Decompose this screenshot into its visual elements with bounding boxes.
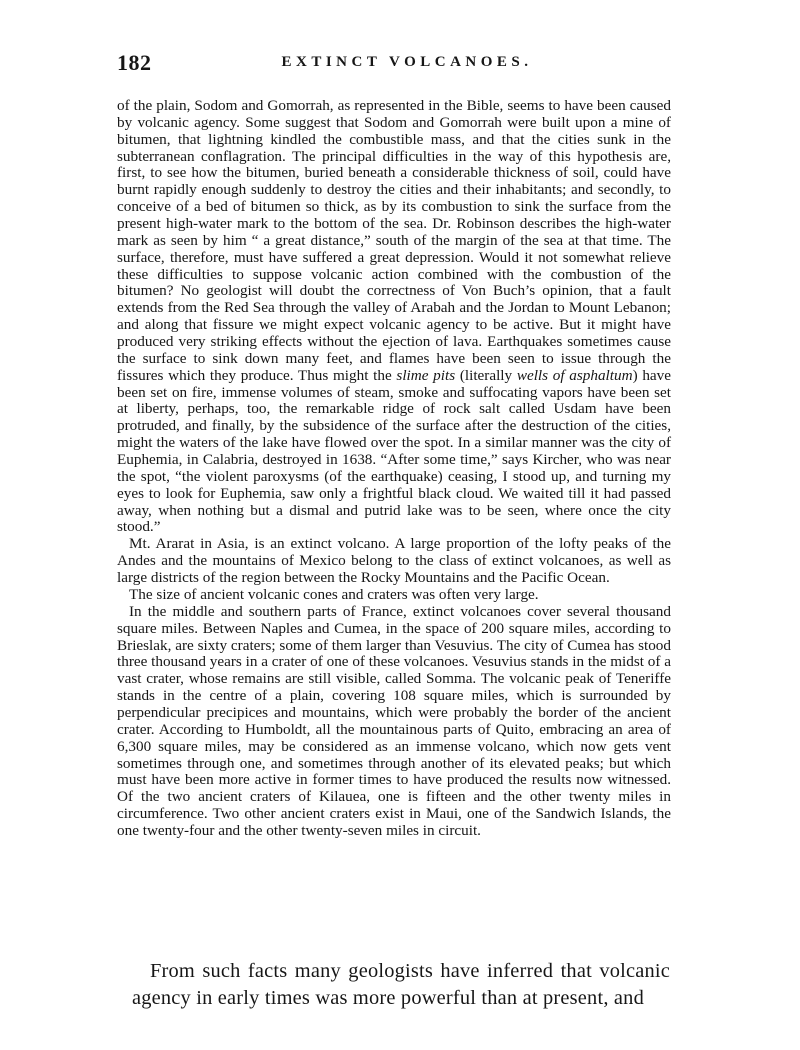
page-header [117,50,677,78]
text-run: (literally [459,366,513,384]
text-run: ) have been set on fire, immense volumes of steam, smoke and suffocating vapors have been set at liberty, perhaps, too, the remarkable ridge of rock salt called Usdam have been protruded, and finally, by the subsidence of the surface after the destruction of the cities, might the waters of the lake have flowed over the spot. In a similar manner was the city of Euphemia, in Calabria, destroyed in 1638. “After some time,” says Kircher, who was near the spot, “the violent paroxysms (of the earthquake) ceasing, I stood up, and turning my eyes to look for Euphemia, saw only a frightful black cloud. We waited till it had passed away, when nothing but a dismal and putrid lake was to be seen, where once the city stood.” [117,366,671,536]
running-head: EXTINCT VOLCANOES. [281,54,533,70]
paragraph [117,98,671,536]
paragraph: The size of ancient volcanic cones and craters was often very large. [129,585,539,603]
page-number: 182 [117,50,152,75]
body-text [117,98,671,840]
paragraph: From such facts many geologists have inferred that volcanic agency in early times was more powerful than at present, and [132,960,670,1009]
paragraph: Mt. Ararat in Asia, is an extinct volcano. A large proportion of the lofty peaks of the Andes and the mountains of Mexico belong to the class of extinct volcanoes, as well as large districts of the region between the Rocky Mountains and the Pacific Ocean. [117,535,671,587]
text-run: of the plain, Sodom and Gomorrah, as represented in the Bible, seems to have been caused by volcanic agency. Some suggest that Sodom and Gomorrah were built upon a mine of bitumen, that lightning kindled the combustible mass, and that the cities sunk in the subterranean conflagration. The principal difficulties in the way of this hypothesis are, first, to see how the bitumen, buried beneath a considerable thickness of soil, could have burnt rapidly enough suddenly to destroy the cities and their inhabitants; and secondly, to conceive of a bed of bitumen so thick, as by its combustion to sink the surface from the present high-water mark to the bottom of the sea. Dr. Robinson describes the high-water mark as seen by him “ a great distance,” south of the margin of the sea at that time. The surface, therefore, must have suffered a great depression. Would it not somewhat relieve these difficulties to suppose volcanic action combined with the combustion of the bitumen? No geologist will doubt the correctness of Von Buch’s opinion, that a fault extends from the Red Sea through the valley of Arabah and the Jordan to Mount Lebanon; and along that fissure we might expect volcanic agency to be active. But it might have produced very striking effects without the ejection of lava. Earthquakes sometimes cause the surface to sink down many feet, and flames have been seen to issue through the fissures which they produce. Thus might the [117,97,671,384]
large-type-text [132,958,670,1012]
emphasis-slime-pits: slime pits [396,366,456,384]
paragraph: In the middle and southern parts of France, extinct volcanoes cover several thousand square miles. Between Naples and Cumea, in the space of 200 square miles, according to Brieslak, are sixty craters; some of them larger than Vesuvius. The city of Cumea has stood three thousand years in a crater of one of these volcanoes. Vesuvius stands in the midst of a vast crater, whose remains are still visible, called Somma. The volcanic peak of Teneriffe stands in the centre of a plain, covering 108 square miles, which is surrounded by perpendicular precipices and mountains, which were probably the border of the ancient crater. According to Humboldt, all the mountainous parts of Quito, embracing an area of 6,300 square miles, may be considered as an immense volcano, which now gets vent sometimes through one, and sometimes through another of its elevated peaks; but which must have been more active in former times to have produced the results now witnessed. Of the two ancient craters of Kilauea, one is fifteen and the other twenty miles in circumference. Two other ancient craters exist in Maui, one of the Sandwich Islands, the one twenty-four and the other twenty-seven miles in circuit. [117,602,671,839]
emphasis-wells-of-asphaltum: wells of asphaltum [516,366,633,384]
